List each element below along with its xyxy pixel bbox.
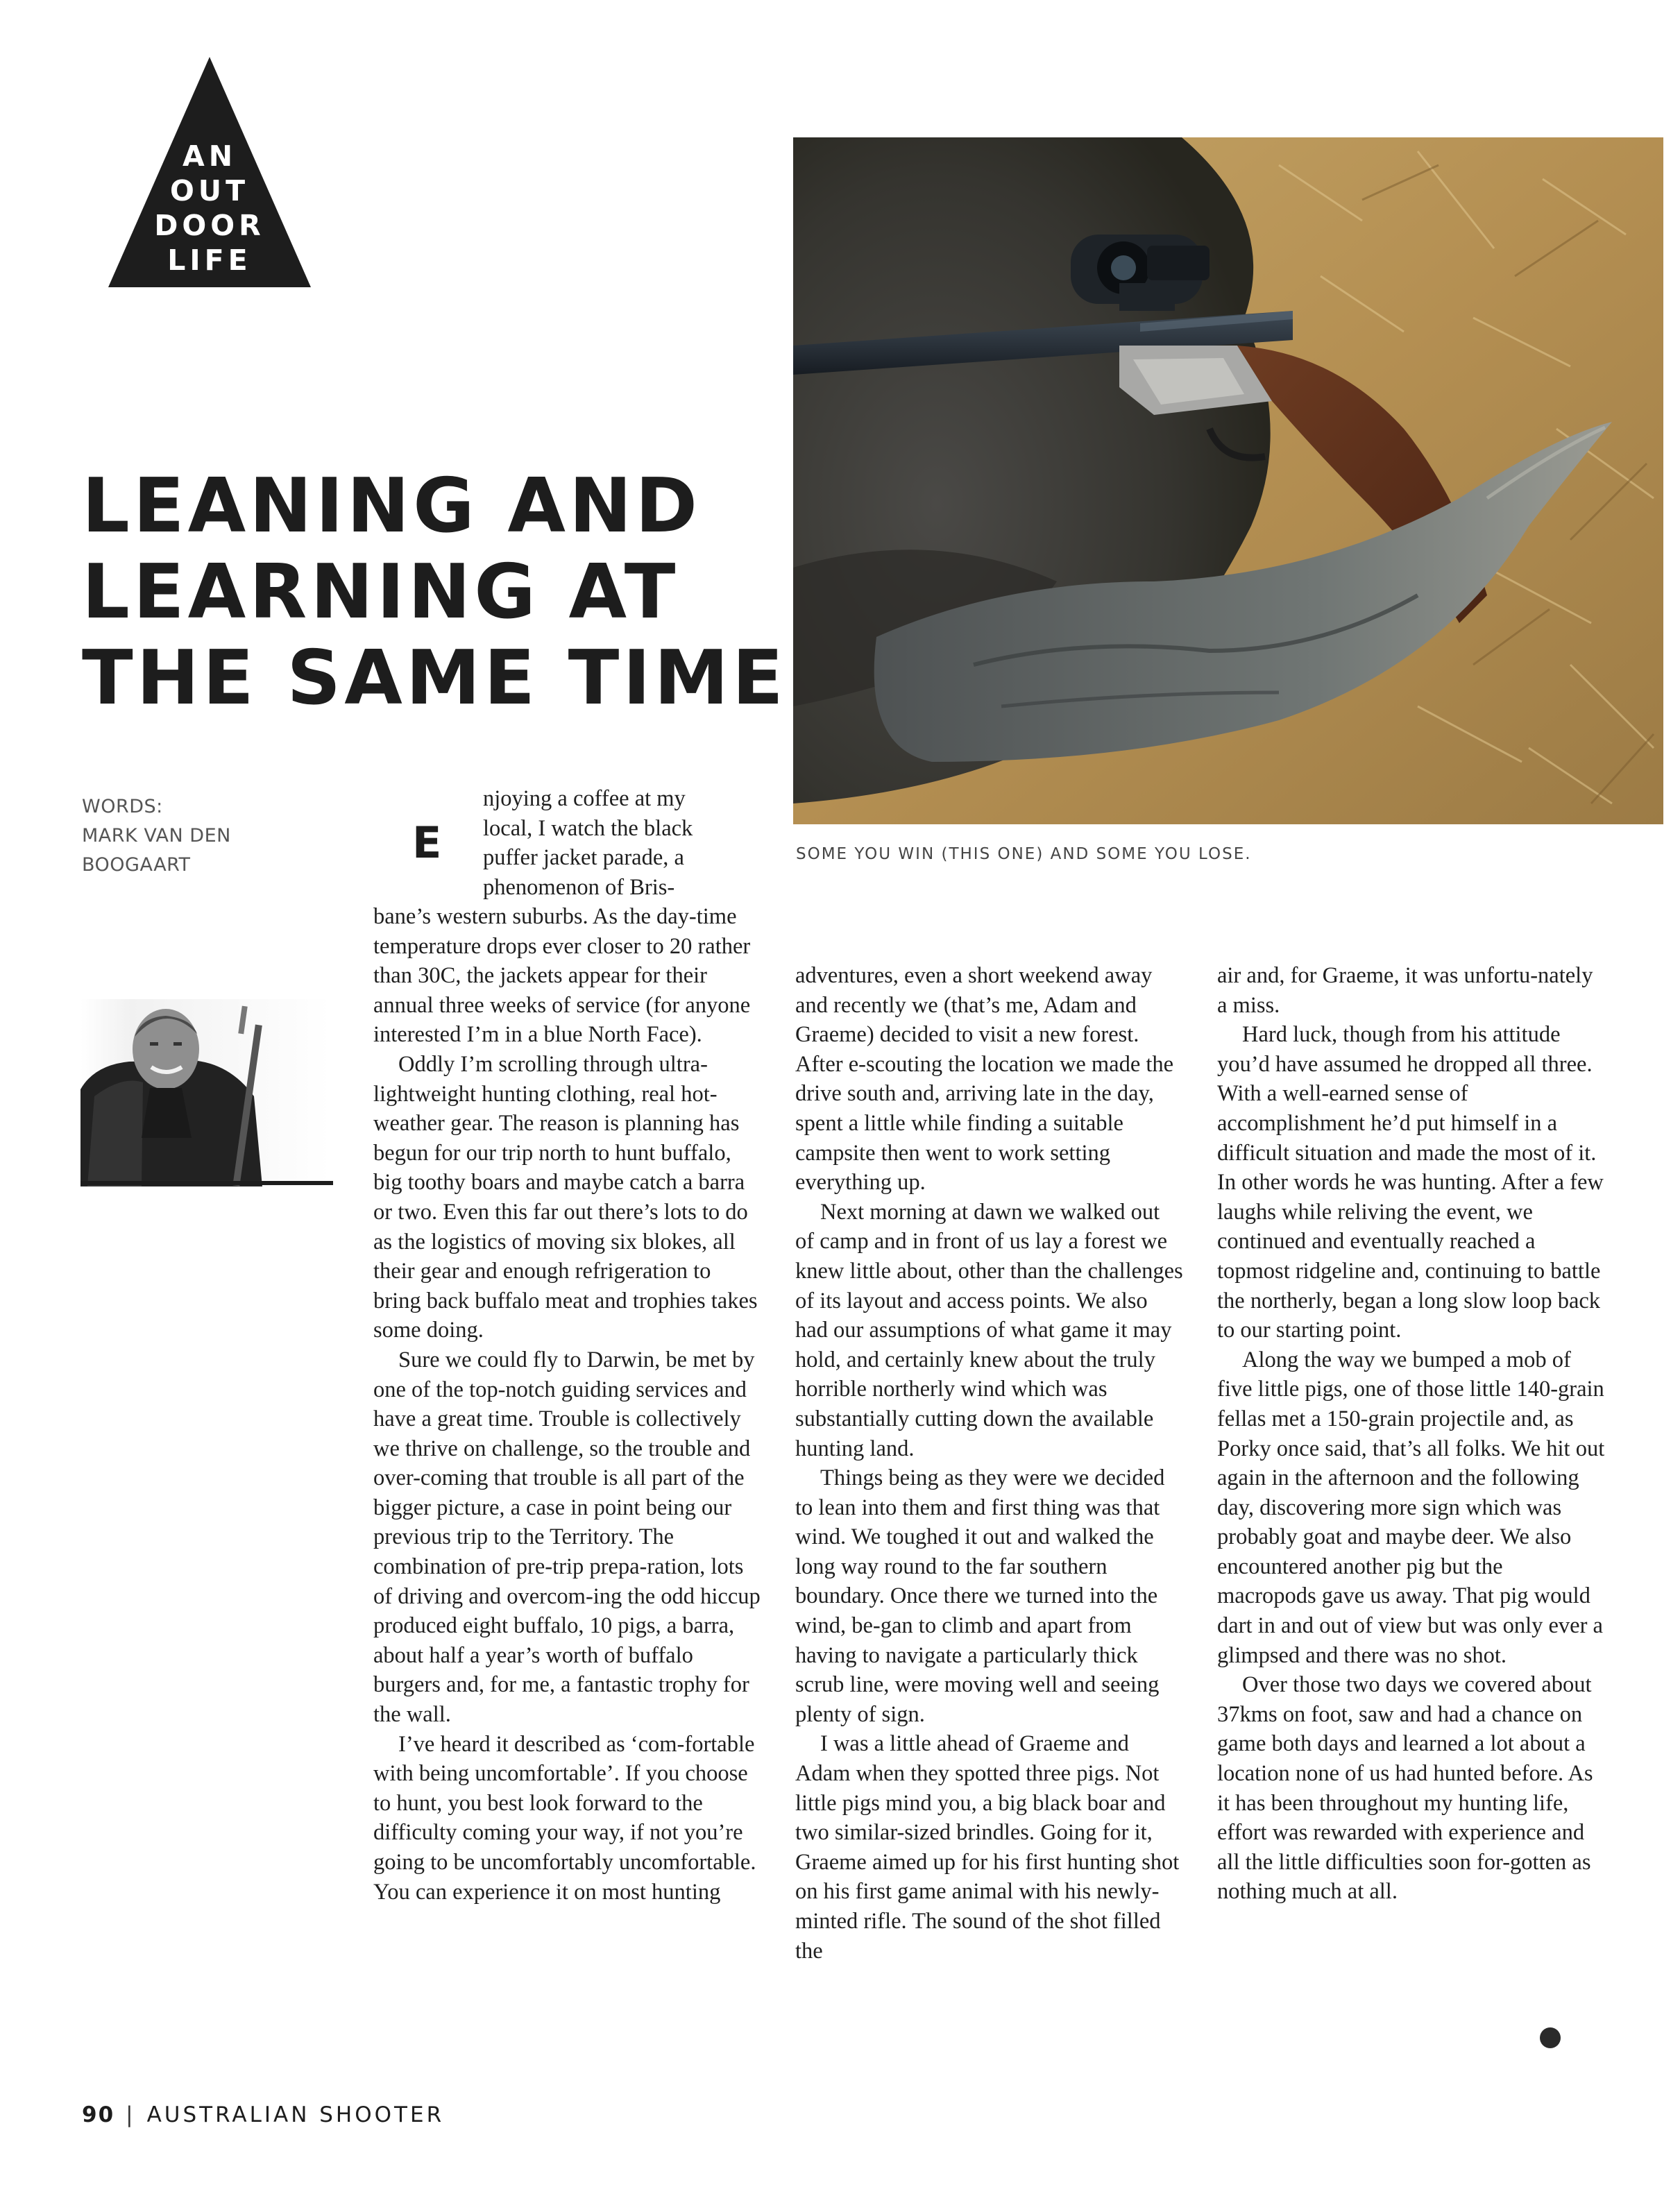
logo-line: LIFE (167, 244, 252, 277)
paragraph: Along the way we bumped a mob of five little pigs, one of those little 140-grain fellas met a 150-grain projectile and, as Porky once said, that’s all folks. We hit out again in the afternoon and the following day, discovering more sign which was probably goat and maybe deer. We also encountered another pig but the macropods gave us away. That pig would dart in and out of view but was only ever a glimpsed and there was no shot. (1217, 1347, 1605, 1668)
text-line: local, I watch the black (483, 815, 693, 841)
paragraph: Next morning at dawn we walked out of camp and in front of us lay a forest we knew little about, other than the challenges of its layout and access points. We also had our assumptions of what game it may hold, and certainly knew about the truly horrible northerly wind which was substantially cutting down the available hunting land. (795, 1199, 1183, 1461)
section-logo (108, 57, 311, 287)
paragraph: Oddly I’m scrolling through ultra-lightweight hunting clothing, real hot-weather gear. The reason is planning has begun for our trip north to hunt buffalo, big toothy boars and maybe catch a barra or two. Even this far out there’s lots to do as the logistics of moving six blokes, all their gear and enough refrigeration to bring back buffalo meat and trophies takes some doing. (373, 1051, 758, 1343)
photo-caption: SOME YOU WIN (THIS ONE) AND SOME YOU LOSE. (796, 845, 1252, 863)
portrait-rule (80, 1181, 333, 1185)
paragraph: Things being as they were we decided to lean into them and first thing was that wind. We toughed it out and walked the long way round to the far southern boundary. Once there we turned into the wind, be-gan to climb and apart from having to navigate a particularly thick scrub line, were moving well and seeing plenty of sign. (795, 1465, 1165, 1727)
paragraph: Sure we could fly to Darwin, be met by one of the top-notch guiding services and have a great time. Trouble is collectively we thrive on challenge, so the trouble and over-coming that trouble is all part of the bigger picture, a case in point being our previous trip to the Territory. The combination of pre-trip prepa-ration, lots of driving and overcom-ing the odd hiccup produced eight buffalo, 10 pigs, a barra, about half a year’s worth of buffalo burgers and, for me, a fantastic trophy for the wall. (373, 1347, 761, 1728)
text-line: phenomenon of Bris- (483, 874, 675, 900)
body-column-1 (373, 902, 762, 1907)
headline (82, 463, 790, 722)
text-line: njoying a coffee at my (483, 786, 686, 811)
byline (82, 792, 290, 880)
paragraph: air and, for Graeme, it was unfortu-nately a miss. (1217, 963, 1593, 1018)
paragraph: I’ve heard it described as ‘com-fortable with being uncomfortable’. If you choose to hunt, you best look forward to the difficulty coming your way, if not you’re going to be uncomfortably uncomfortable. You can experience it on most hunting (373, 1731, 756, 1905)
byline-author: BOOGAART (82, 854, 191, 876)
page-footer (82, 2102, 444, 2127)
footer-separator: | (126, 2102, 136, 2127)
byline-label: WORDS: (82, 796, 163, 817)
paragraph: Over those two days we covered about 37kms on foot, saw and had a chance on game both days and learned a lot about a location none of us had hunted before. As it has been throughout my hunting life, effort was rewarded with experience and all the little difficulties soon for-gotten as nothing much at all. (1217, 1672, 1593, 1905)
body-column-3 (1217, 961, 1606, 1907)
author-portrait (80, 999, 330, 1186)
page-number: 90 (82, 2102, 115, 2127)
body-column-2 (795, 961, 1184, 1966)
publication-name: AUSTRALIAN SHOOTER (146, 2102, 445, 2127)
paragraph: Hard luck, though from his attitude you’d have assumed he dropped all three. With a well-earned sense of accomplishment he’d put himself in a difficult situation and made the most of it. In other words he was hunting. After a few laughs while reliving the event, we continued and eventually reached a topmost ridgeline and, continuing to battle the northerly, began a long slow loop back to our starting point. (1217, 1022, 1604, 1343)
paragraph: I was a little ahead of Graeme and Adam when they spotted three pigs. Not little pigs mind you, a big black boar and two similar-sized brindles. Going for it, Graeme aimed up for his first hunting shot on his first game animal with his newly-minted rifle. The sound of the shot filled the (795, 1731, 1180, 1964)
drop-cap: E (412, 817, 442, 868)
body-intro (483, 784, 774, 902)
end-mark-icon (1540, 2027, 1561, 2048)
main-photo (793, 137, 1663, 824)
text-line: puffer jacket parade, a (483, 845, 684, 871)
logo-line: DOOR (154, 209, 265, 242)
byline-author: MARK VAN DEN (82, 825, 231, 846)
paragraph: adventures, even a short weekend away and recently we (that’s me, Adam and Graeme) decided to visit a new forest. After e-scouting the location we made the drive south and, arriving late in the day, spent a little while finding a suitable campsite then went to work setting everything up. (795, 963, 1174, 1196)
logo-line: AN (182, 139, 237, 173)
headline-line: LEARNING AT (82, 549, 679, 636)
headline-line: THE SAME TIME (82, 635, 787, 722)
headline-line: LEANING AND (82, 463, 701, 550)
logo-line: OUT (169, 174, 250, 207)
paragraph: bane’s western suburbs. As the day-time temperature drops ever closer to 20 rather than 30C, the jackets appear for their annual three weeks of service (for anyone interested I’m in a blue North Face). (373, 904, 751, 1048)
logo-text (108, 139, 311, 278)
